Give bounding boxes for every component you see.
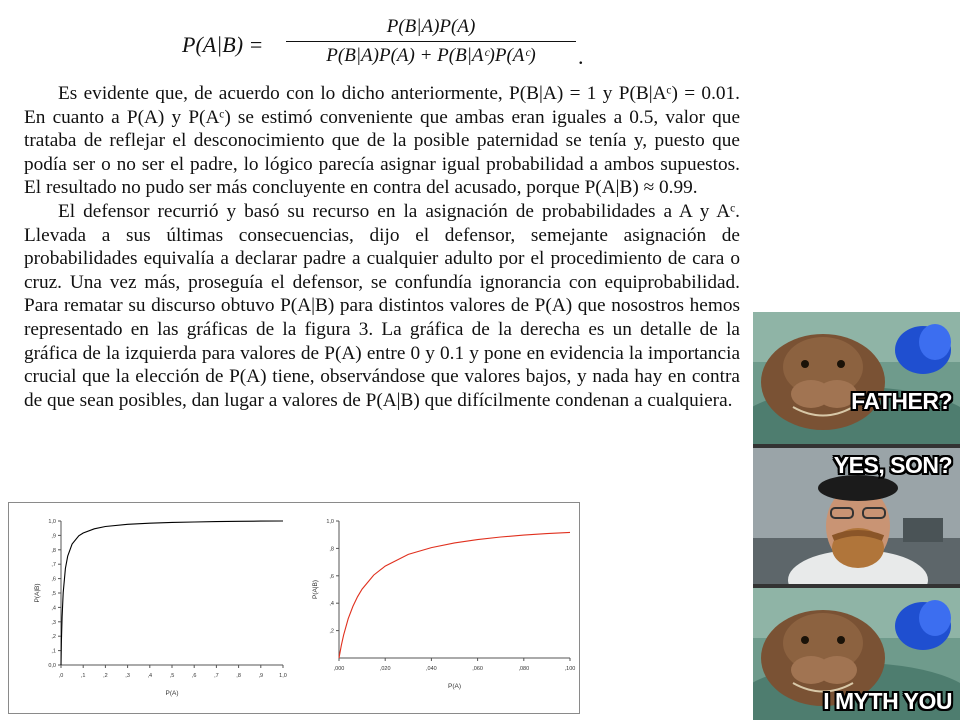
caption-yes-son: YES, SON? <box>833 452 952 478</box>
left-chart-series-line <box>61 521 283 665</box>
chart-left <box>9 503 294 711</box>
right-chart-x-tick-label: ,020 <box>379 666 391 672</box>
left-chart-y-tick-label: ,9 <box>51 533 56 540</box>
left-chart-y-tick-label: ,1 <box>51 648 56 655</box>
left-chart-x-tick-label: ,1 <box>80 673 86 679</box>
left-chart-x-tick-label: ,5 <box>169 673 175 679</box>
left-chart-x-tick-label: ,6 <box>191 673 197 679</box>
left-chart-x-tick-label: ,3 <box>125 673 130 679</box>
right-chart-y-label: P(A|B) <box>312 579 319 600</box>
left-chart-x-tick-label: ,9 <box>258 673 264 679</box>
left-chart-y-tick-label: ,4 <box>51 605 56 612</box>
formula-fraction <box>286 14 576 69</box>
left-chart-x-label: P(A) <box>165 690 179 697</box>
left-chart-y-tick-label: ,6 <box>51 576 56 583</box>
right-chart-y-tick-label: 1,0 <box>326 519 334 525</box>
formula-denominator: P(B|A)P(A) + P(B|Aᶜ)P(Aᶜ) <box>326 45 536 66</box>
left-chart-y-tick-label: ,7 <box>51 562 56 569</box>
right-chart-series-line <box>339 532 570 658</box>
figure-3 <box>8 502 580 714</box>
left-chart-x-tick-label: ,4 <box>147 673 153 679</box>
right-chart-x-tick-label: ,060 <box>472 666 483 672</box>
right-chart-y-tick-label: ,2 <box>329 628 334 635</box>
caption-i-myth-you: I MYTH YOU <box>823 688 952 714</box>
left-chart-x-tick-label: 1,0 <box>279 673 287 679</box>
left-chart-y-tick-label: ,5 <box>51 591 56 597</box>
left-chart-y-label: P(A|B) <box>34 583 41 603</box>
right-chart-x-tick-label: ,000 <box>333 666 345 672</box>
right-chart-y-tick-label: ,4 <box>329 601 334 608</box>
right-chart-x-label: P(A) <box>448 683 461 690</box>
fraction-bar <box>286 41 576 42</box>
paragraph-2: El defensor recurrió y basó su recurso en la asignación de probabilidades a A y Aᶜ. Llevada a sus últimas consecuencias, dijo el defensor, semejante asignación de probabilidades equivalía a declarar padre a cualquier adulto por el procedimiento de cara o cruz. Una vez más, proseguía el defensor, se confundía ignorancia con equiprobabilidad. Para rematar su discurso obtuvo P(A|B) para distintos valores de P(A) que nosostros hemos representado en las gráficas de la figura 3. La gráfica de la derecha es un detalle de la gráfica de la izquierda para valores de P(A) entre 0 y 0.1 y pone en evidencia la importancia crucial que la elección de P(A) tiene, observándose que valores bajos, y nada hay en contra de que sean posibles, dan lugar a valores de P(A|B) que difícilmente condenan a cualquiera. <box>24 200 740 411</box>
formula-end: . <box>578 44 584 69</box>
left-chart-y-tick-label: ,3 <box>51 619 56 626</box>
meme-panel-walrus-bottom <box>753 588 960 720</box>
walrus-meme <box>753 312 960 720</box>
right-chart-x-tick-label: ,080 <box>518 666 530 672</box>
walrus-image <box>753 312 960 444</box>
formula-lhs: P(A|B) = <box>182 32 264 57</box>
right-chart-y-tick-label: ,6 <box>329 573 334 580</box>
left-chart-y-tick-label: 0,0 <box>48 663 56 669</box>
left-chart-y-tick-label: 1,0 <box>48 519 56 525</box>
caption-father: FATHER? <box>851 388 952 414</box>
right-chart-y-tick-label: ,8 <box>329 546 334 553</box>
body-text <box>24 82 740 412</box>
meme-panel-man <box>753 448 960 584</box>
right-chart-x-tick-label: ,100 <box>564 666 576 672</box>
left-chart-y-tick-label: ,8 <box>51 547 56 554</box>
chart-right <box>294 503 579 711</box>
paragraph-1: Es evidente que, de acuerdo con lo dicho anteriormente, P(B|A) = 1 y P(B|Aᶜ) = 0.01. En cuanto a P(A) y P(Aᶜ) se estimó conveniente que ambas eran iguales a 0.5, valor que trataba de reflejar el desconocimiento que de la posible paternidad se tenía y, puesto que podía ser o no ser el padre, lo lógico parecía asignar igual probabilidad a ambos supuestos. El resultado no pudo ser más concluyente en contra del acusado, porque P(A|B) ≈ 0.99. <box>24 83 740 199</box>
bayes-formula <box>182 14 602 74</box>
formula-numerator: P(B|A)P(A) <box>386 16 476 37</box>
left-chart-x-tick-label: ,2 <box>103 673 108 679</box>
left-chart-y-tick-label: ,2 <box>51 634 56 641</box>
left-chart-x-tick-label: ,8 <box>236 673 241 679</box>
right-chart-x-tick-label: ,040 <box>426 666 437 672</box>
left-chart-x-tick-label: ,7 <box>214 673 219 679</box>
left-chart-x-tick-label: ,0 <box>58 673 64 679</box>
meme-panel-walrus-top <box>753 312 960 444</box>
